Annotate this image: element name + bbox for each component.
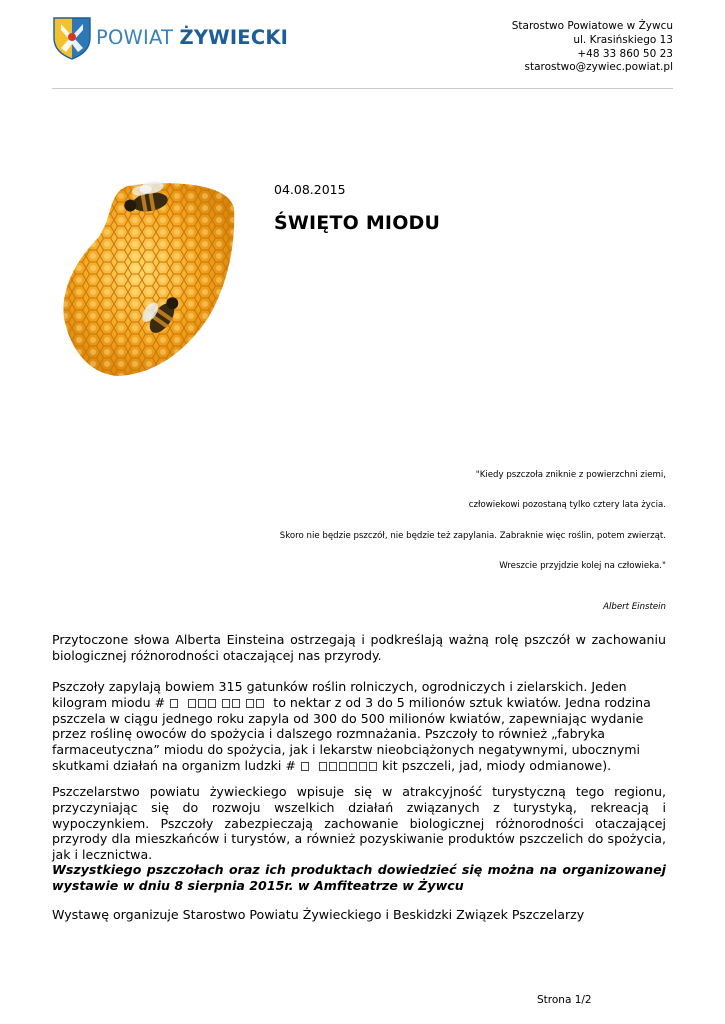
honeycomb-bees-photo xyxy=(58,178,238,378)
quote-line: "Kiedy pszczoła zniknie z powierzchni ziemi, xyxy=(475,470,666,480)
paragraph-3: Pszczelarstwo powiatu żywieckiego wpisuje się w atrakcyjność turystyczną tego regionu, przyczyniając się do rozwoju wszelkich działań związanych z turystyką, rekreacją i wypoczynkiem. Pszczoły zabezpieczają zachowanie biologicznej różnorodności otaczającej przyrody dla mieszkańców i turystów, a również pozyskiwanie produktów pszczelich do spożycia, jak i lecznictwa. xyxy=(52,784,666,863)
paragraph-1: Przytoczone słowa Alberta Einsteina ostrzegają i podkreślają ważną rolę pszczół w zachowaniu biologicznej różnorodności otaczającej nas przyrody. xyxy=(52,632,666,663)
logo-wordmark xyxy=(96,26,288,49)
contact-phone: +48 33 860 50 23 xyxy=(577,47,673,60)
paragraph-2-part-2: to nektar z od 3 do 5 milionów sztuk kwiatów. Jedna rodzina pszczela w ciągu jednego roku zapyla od 300 do 500 milionów kwiatów, zapewniając wydanie przez roślinę owoców do spożycia i dalszego rozmnażania. Pszczoły to również „fabryka farmaceutyczna” miodu do spożycia, jak i lekarstw nieobciążonych negatywnymi, ubocznymi skutkami działań na organizm ludzki # xyxy=(52,694,651,773)
paragraph-2-part-1: Pszczoły zapylają bowiem 315 gatunków roślin rolniczych, ogrodniczych i zielarskich. Jeden kilogram miodu # xyxy=(52,679,627,710)
powiat-logo xyxy=(52,16,289,60)
page-number: Strona 1/2 xyxy=(537,994,592,1006)
quote-line: człowiekowi pozostaną tylko cztery lata życia. xyxy=(468,500,666,510)
quote-line: Skoro nie będzie pszczół, nie będzie też zapylania. Zabraknie więc roślin, potem zwierząt. xyxy=(279,531,666,541)
header-divider xyxy=(52,88,673,89)
quote-line: Wreszcie przyjdzie kolej na człowieka." xyxy=(499,561,666,571)
paragraph-2 xyxy=(52,679,666,774)
contact-block xyxy=(512,20,673,75)
contact-office: Starostwo Powiatowe w Żywcu xyxy=(511,20,673,32)
logo-word-zywiecki: ŻYWIECKI xyxy=(179,26,289,49)
contact-email[interactable]: starostwo@zywiec.powiat.pl xyxy=(524,61,673,74)
coat-of-arms-icon xyxy=(52,16,92,60)
paragraph-2-part-3: kit pszczeli, jad, miody odmianowe). xyxy=(381,757,612,773)
logo-word-powiat: POWIAT xyxy=(96,26,174,49)
contact-address: ul. Krasińskiego 13 xyxy=(573,33,673,46)
paragraph-5: Wystawę organizuje Starostwo Powiatu Żywieckiego i Beskidzki Związek Pszczelarzy xyxy=(52,907,585,922)
article-date: 04.08.2015 xyxy=(274,182,346,197)
paragraph-4-announcement: Wszystkiego pszczołach oraz ich produktach dowiedzieć się można na organizowanej wystawie w dniu 8 sierpnia 2015r. w Amfiteatrze w Żywcu xyxy=(52,862,666,893)
quote-author: Albert Einstein xyxy=(603,602,666,612)
article-title: ŚWIĘTO MIODU xyxy=(274,212,441,234)
